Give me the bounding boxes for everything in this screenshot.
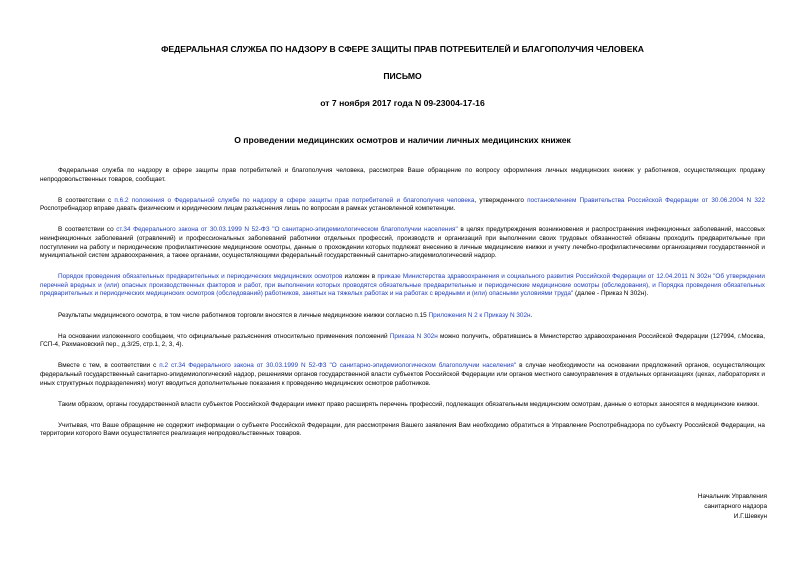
signatory-name: И.Г.Шевкун [733,513,767,520]
paragraph-2 [40,197,765,214]
paragraph-text: Федеральная служба по надзору в сфере защиты прав потребителей и благополучия человека, рассмотрев Ваше обращение по вопросу оформления личных медицинских книжек у работников, осуществляющих продажу непродовольственных товаров, сообщает. [40,167,765,183]
link-government-decree[interactable]: постановлением Правительства Российской Федерации от 30.06.2004 N 322 [527,196,766,204]
paragraph-3 [40,226,765,260]
paragraph-text: Вместе с тем, в соответствии с [58,362,160,370]
document-header [40,44,765,109]
document-subject: О проведении медицинских осмотров и наличии личных медицинских книжек [234,135,571,145]
signatory-title-line-1: Начальник Управления [697,493,767,500]
paragraph-text: В соответствии со [58,226,117,234]
link-examination-procedure[interactable]: Порядок проведения обязательных предварительных и периодических медицинских осмотров [58,273,343,281]
paragraph-text: (далее - Приказ N 302н). [573,290,649,298]
paragraph-text: Учитывая, что Ваше обращение не содержит информации о субъекте Российской Федерации, для рассмотрения Вашего заявления Вам необходимо обратиться в Управление Роспотребнадзора по субъекту Российской Федерации, на территории которого Вами осуществляется реализация непродовольственных товаров. [40,421,765,438]
paragraph-9 [40,422,765,439]
paragraph-text: в случае необходимости на основании предложений органов, осуществляющих федеральный государственный санитарно-эпидемиологический надзор, решениями органов государственной власти субъектов Российской Федерации или органов местного самоуправления в отдельных организациях (цехах, лабораториях и иных структурных подразделениях) могут вводиться дополнительные показания к проведению медицинских осмотров работников. [40,362,765,387]
link-appendix-2[interactable]: Приложения N 2 к Приказу N 302н [428,311,531,319]
paragraph-text: , утвержденного [474,196,528,204]
document-body [40,167,765,439]
link-federal-law-art34-p2[interactable]: п.2 ст.34 Федерального закона от 30.03.1999 N 52-ФЗ "О санитарно-эпидемиологическом благополучии населения" [159,362,517,370]
paragraph-text: Таким образом, органы государственной власти субъектов Российской Федерации имеют право расширять перечень профессий, подлежащих обязательным медицинским осмотрам, данные о которых заносятся в медицинские книжки. [58,400,760,408]
link-ministry-order[interactable]: приказе Министерства здравоохранения и социального развития Российской Федерации от 12.04.2011 N 302н "Об утверждении перечней вредных и (или) опасных производственных факторов и работ, при выполнении которых проводятся обязательные предварительные и периодические медицинские осмотры (обследования), и Порядка проведения обязательных предварительных и периодических медицинских осмотров (обследований) работников, занятых на тяжелых работах и на работах с вредными и (или) опасными условиями труда" [40,273,765,298]
agency-name: ФЕДЕРАЛЬНАЯ СЛУЖБА ПО НАДЗОРУ В СФЕРЕ ЗАЩИТЫ ПРАВ ПОТРЕБИТЕЛЕЙ И БЛАГОПОЛУЧИЯ ЧЕЛОВЕКА [161,44,644,54]
paragraph-text: На основании изложенного сообщаем, что официальные разъяснения относительно применения положений [58,332,390,340]
paragraph-text: . [530,311,533,319]
link-order-302n[interactable]: Приказа N 302н [389,332,438,340]
document-type: ПИСЬМО [383,71,422,81]
signature-block [698,492,767,522]
paragraph-7 [40,362,765,388]
paragraph-text: Результаты медицинского осмотра, в том числе работников торговли вносятся в личные медицинские книжки согласно п.15 [58,311,429,319]
paragraph-5 [40,312,765,321]
paragraph-text: изложен в [342,273,378,281]
paragraph-8 [40,401,765,410]
paragraph-text: в целях предупреждения возникновения и распространения инфекционных заболеваний, массовых неинфекционных заболеваний (отравлений) и профессиональных заболеваний работники отдельных профессий, производств и организаций при выполнении своих трудовых обязанностей обязаны проходить предварительные при поступлении на работу и периодические профилактические медицинские осмотры, данные о прохождении которых подлежат внесению в личные медицинские книжки и учету лечебно-профилактическими организациями государственной и муниципальной систем здравоохранения, а также органами, осуществляющими федеральный государственный санитарно-эпидемиологический надзор. [40,226,765,260]
paragraph-4 [40,273,765,299]
paragraph-text: Роспотребнадзор вправе давать физическим и юридическим лицам разъяснения лишь по вопросам в рамках установленной компетенции. [40,205,456,213]
link-federal-law-art34[interactable]: ст.34 Федерального закона от 30.03.1999 N 52-ФЗ "О санитарно-эпидемиологическом благополучии населения" [116,226,458,234]
signatory-title-line-2: санитарного надзора [704,503,767,510]
paragraph-1 [40,167,765,184]
link-regulation-clause[interactable]: п.6.2 положения о Федеральной службе по надзору в сфере защиты прав потребителей и благополучия человека [114,196,475,204]
paragraph-6 [40,333,765,350]
document-date-number: от 7 ноября 2017 года N 09-23004-17-16 [320,98,485,108]
paragraph-text: В соответствии с [58,196,115,204]
paragraph-text: можно получить, обратившись в Министерство здравоохранения Российской Федерации (127994, г.Москва, ГСП-4, Рахмановский пер., д.3/25, стр.1, 2, 3, 4). [40,332,766,349]
